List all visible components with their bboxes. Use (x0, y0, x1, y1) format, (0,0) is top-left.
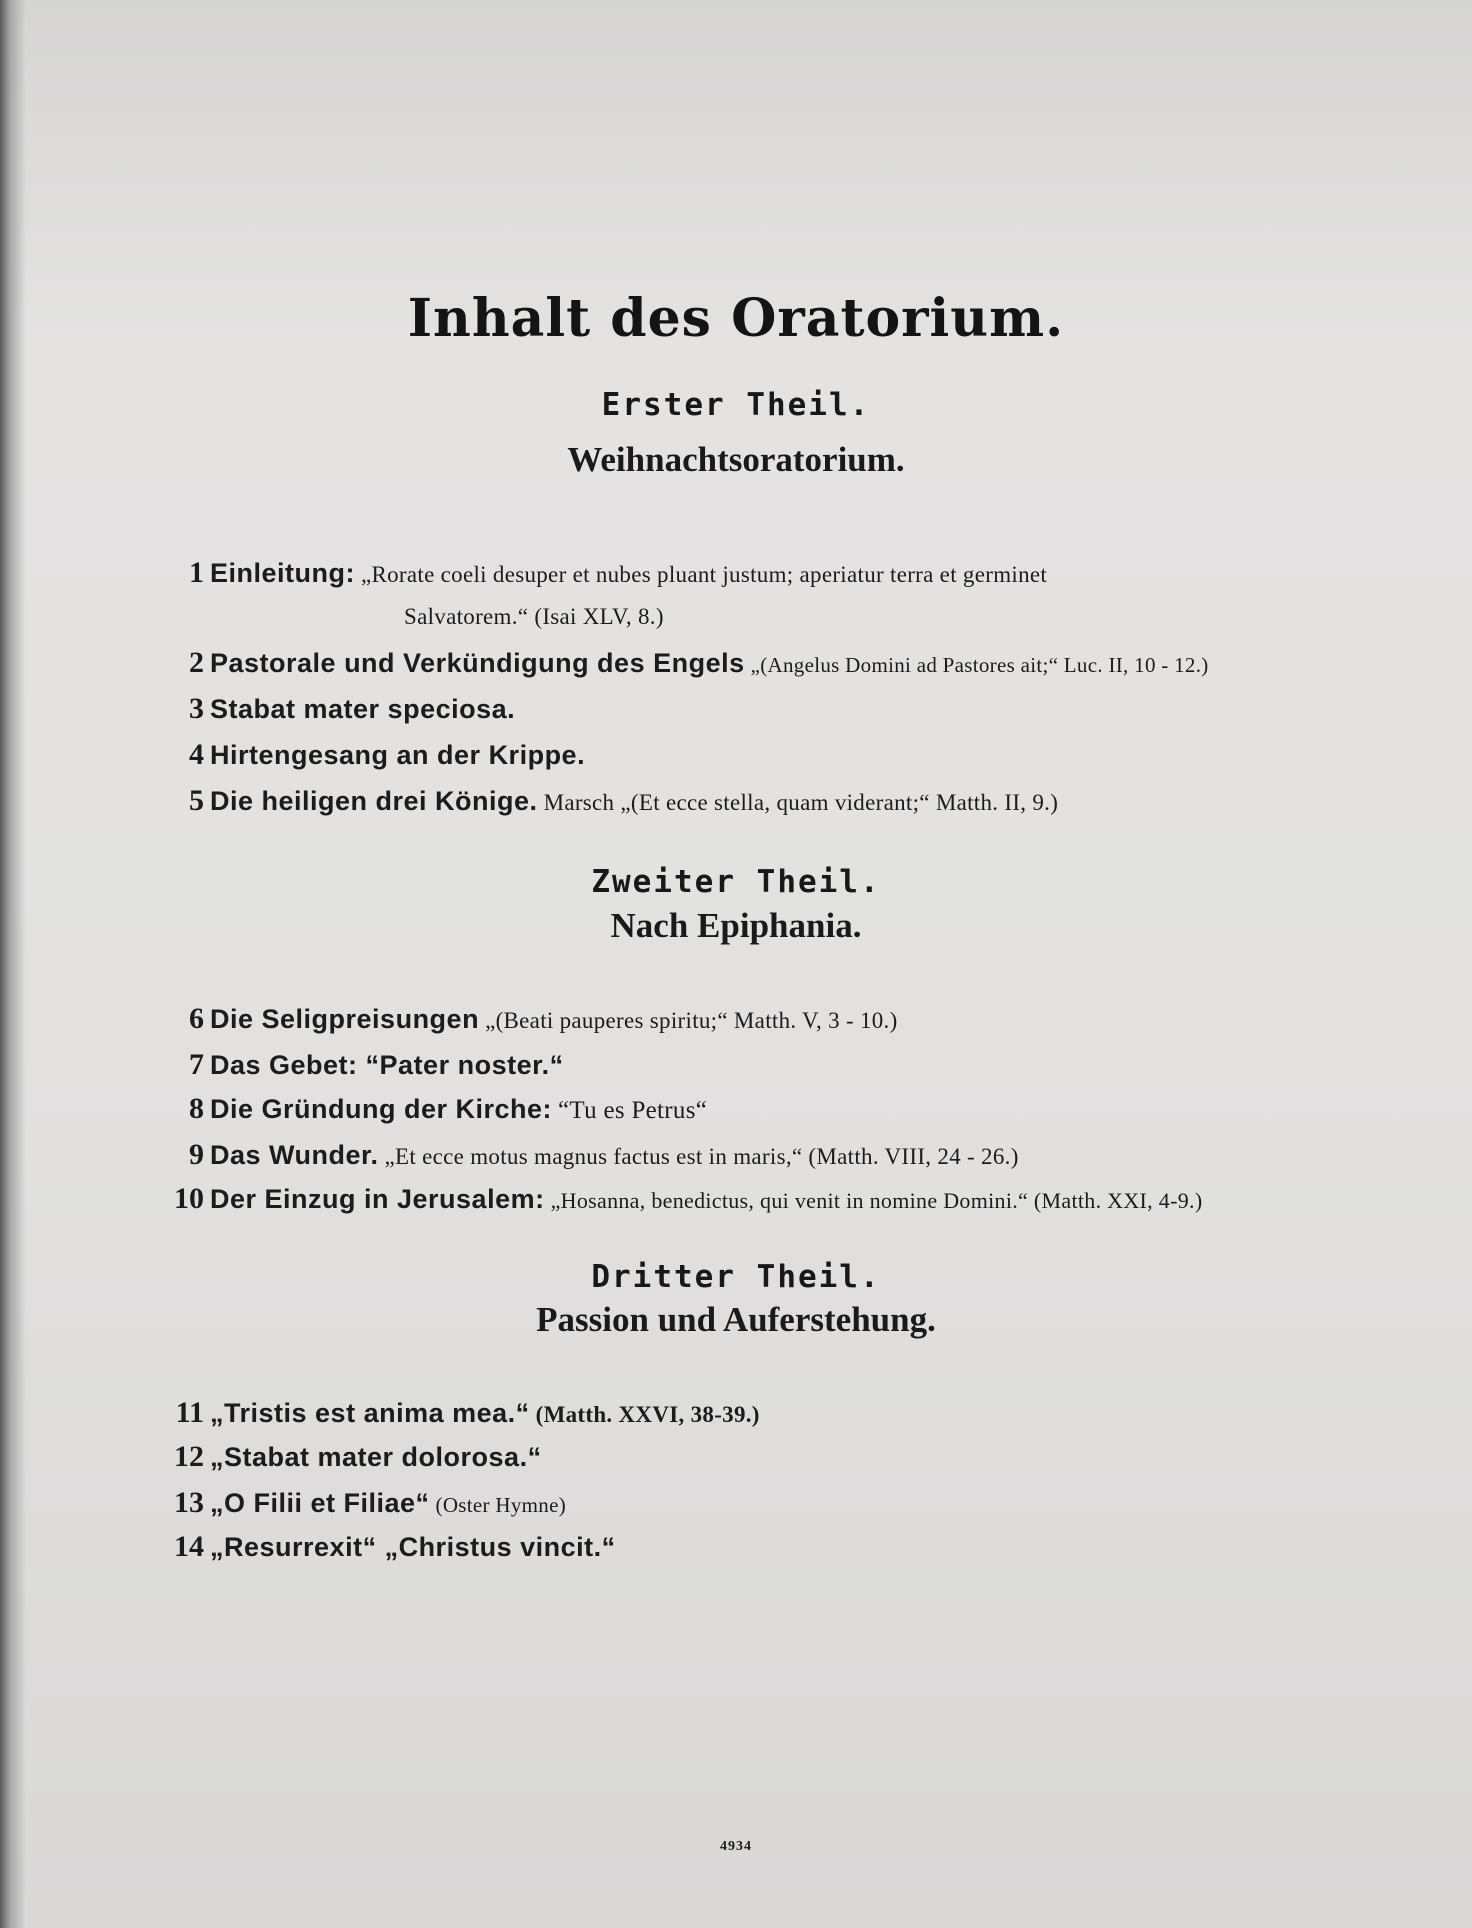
entry-label: Hirtengesang an der Krippe. (210, 740, 586, 770)
entry-text: „Hosanna, benedictus, qui venit in nomine Domini.“ (Matth. XXI, 4-9.) (550, 1188, 1203, 1213)
part-2-subtitle: Nach Epiphania. (610, 906, 862, 945)
entry-number: 11 (175, 1396, 204, 1429)
entry-text: (Matth. XXVI, 38-39.) (535, 1402, 760, 1427)
entry-8 (172, 1092, 707, 1126)
entry-number: 12 (174, 1440, 204, 1473)
entry-number: 14 (174, 1530, 204, 1563)
entry-label: Einleitung: (210, 558, 355, 588)
entry-text: “Tu es Petrus“ (558, 1097, 708, 1124)
entry-14 (160, 1530, 616, 1564)
entry-label: Die Gründung der Kirche: (210, 1094, 553, 1124)
entry-7 (172, 1048, 564, 1082)
entry-number: 8 (189, 1092, 204, 1125)
entry-text: „Rorate coeli desuper et nubes pluant justum; aperiatur terra et germinet (360, 562, 1048, 587)
entry-number: 6 (189, 1002, 204, 1035)
entry-label: Der Einzug in Jerusalem: (210, 1184, 545, 1214)
entry-text: „Et ecce motus magnus factus est in maris,“ (Matth. VIII, 24 - 26.) (384, 1144, 1019, 1169)
entry-3 (172, 692, 515, 726)
part-1-heading: Erster Theil. (601, 387, 871, 423)
entry-5 (172, 784, 1058, 818)
entry-6 (172, 1002, 898, 1036)
plate-number: 4934 (720, 1839, 752, 1854)
part-3-subtitle: Passion und Auferstehung. (536, 1300, 936, 1339)
entry-1-continuation: Salvatorem.“ (Isai XLV, 8.) (404, 604, 664, 629)
entry-text: „(Angelus Domini ad Pastores ait;“ Luc. II, 10 - 12.) (750, 653, 1209, 677)
part-1-subtitle: Weihnachtsoratorium. (567, 440, 905, 479)
entry-text: (Oster Hymne) (435, 1493, 566, 1517)
entry-label: „Stabat mater dolorosa.“ (210, 1442, 542, 1472)
entry-label: Die Seligpreisungen (210, 1004, 480, 1034)
entry-number: 3 (189, 692, 204, 725)
entry-label: Pastorale und Verkündigung des Engels (210, 648, 745, 678)
entry-number: 10 (174, 1182, 204, 1215)
entry-label: Die heiligen drei Könige. (210, 786, 538, 816)
entry-label: Das Wunder. (210, 1140, 379, 1170)
entry-1 (172, 556, 1047, 590)
entry-number: 2 (189, 646, 204, 679)
page-title: Inhalt des Oratorium. (407, 288, 1065, 349)
entry-number: 4 (189, 738, 204, 771)
entry-number: 7 (189, 1048, 204, 1081)
entry-label: „Resurrexit“ „Christus vincit.“ (210, 1532, 616, 1562)
entry-label: „O Filii et Filiae“ (210, 1488, 430, 1518)
entry-number: 5 (189, 784, 204, 817)
entry-10 (160, 1182, 1202, 1216)
entry-text: Marsch „(Et ecce stella, quam viderant;“ Matth. II, 9.) (543, 790, 1059, 815)
entry-number: 1 (189, 556, 204, 589)
part-3-heading: Dritter Theil. (591, 1259, 881, 1295)
entry-label: Stabat mater speciosa. (210, 694, 516, 724)
entry-text: „(Beati pauperes spiritu;“ Matth. V, 3 - 10.) (485, 1008, 898, 1033)
entry-12 (160, 1440, 542, 1474)
entry-label: „Tristis est anima mea.“ (210, 1398, 530, 1428)
part-2-heading: Zweiter Theil. (591, 864, 881, 900)
entry-9 (172, 1138, 1019, 1172)
entry-number: 9 (189, 1138, 204, 1171)
entry-2 (172, 646, 1209, 680)
entry-4 (172, 738, 585, 772)
entry-13 (160, 1486, 566, 1520)
entry-number: 13 (174, 1486, 204, 1519)
entry-label: Das Gebet: “Pater noster.“ (210, 1050, 564, 1080)
entry-11 (160, 1396, 760, 1430)
